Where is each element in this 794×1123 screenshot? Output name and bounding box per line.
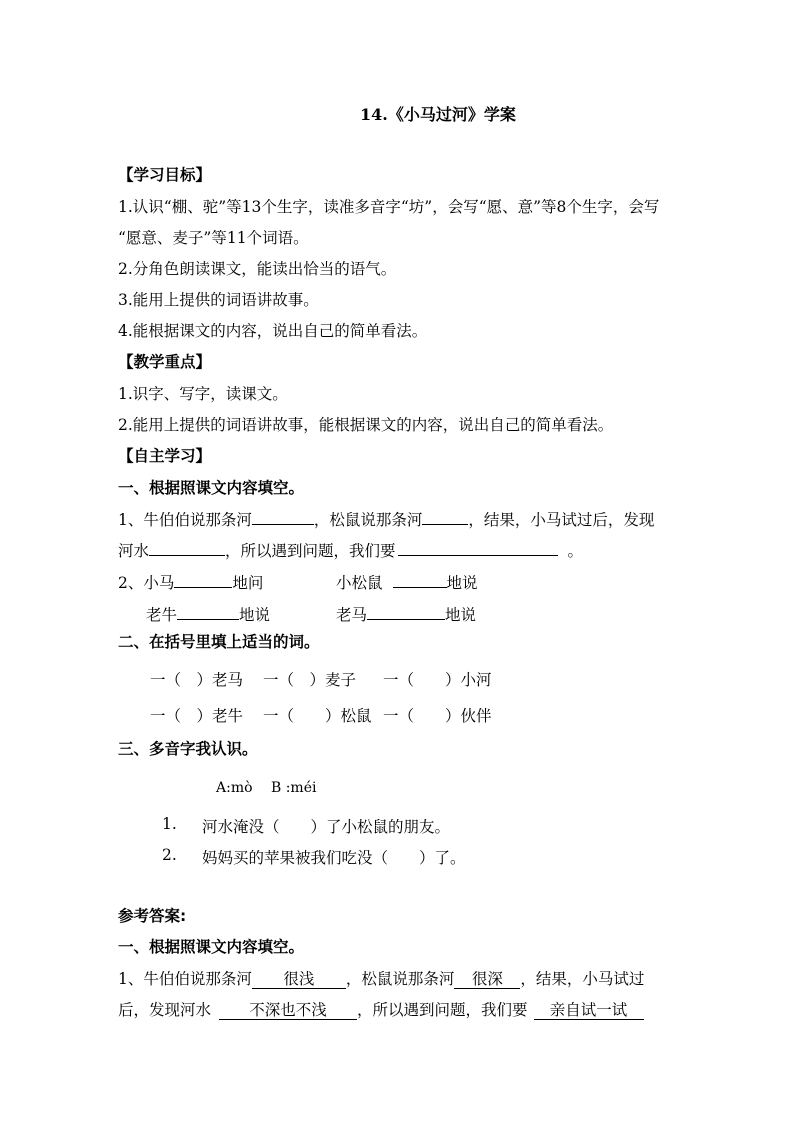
q1-r2-text-a: 老牛	[146, 606, 178, 624]
q2-item: 一（ ）老牛	[150, 707, 244, 725]
q1-line-2	[118, 540, 583, 561]
answers-heading: 参考答案:	[118, 907, 187, 925]
q2-item: 一（ ）麦子	[263, 671, 357, 689]
q3-options: A:mò B :méi	[216, 780, 317, 796]
answer-l1-text-a: 1、牛伯伯说那条河	[118, 970, 252, 988]
q1-r2-text-c: 老马	[336, 606, 368, 624]
q3-item-2-number: 2.	[162, 846, 177, 864]
q1-row-2-left	[146, 603, 270, 625]
q3-item-1-text: 河水淹没（ ）了小松鼠的朋友。	[202, 818, 451, 836]
q3-item-2-text: 妈妈买的苹果被我们吃没（ ）了。	[202, 849, 466, 867]
blank-field[interactable]	[422, 509, 468, 525]
answers-q1-heading: 一、根据照课文内容填空。	[118, 938, 305, 956]
q1-l1-text-b: ，松鼠说那条河	[313, 511, 423, 529]
q2-item: 一（ ）松鼠	[263, 707, 372, 725]
q2-item: 一（ ）小河	[383, 671, 492, 689]
answer-blank-2: 很深	[454, 970, 520, 989]
answer-line-1	[118, 969, 644, 989]
goal-3: 3.能用上提供的词语讲故事。	[118, 291, 319, 309]
q1-l2-text-c: 。	[567, 542, 584, 560]
q1-r1-text-c: 小松鼠	[336, 574, 383, 592]
answer-l1-text-c: ，结果，小马试过	[520, 970, 645, 988]
q1-r1-text-b: 地问	[232, 574, 264, 592]
blank-field[interactable]	[174, 572, 232, 588]
blank-field[interactable]	[149, 540, 225, 556]
blank-field[interactable]	[393, 572, 447, 588]
q1-r2-text-b: 地说	[239, 606, 271, 624]
q2-item: 一（ ）老马	[150, 671, 244, 689]
q2-heading: 二、在括号里填上适当的词。	[118, 633, 320, 651]
q1-r1-text-d: 地说	[446, 574, 478, 592]
q1-row-1-right	[336, 571, 478, 593]
blank-field[interactable]	[252, 509, 314, 525]
blank-field[interactable]	[398, 540, 558, 556]
focus-heading: 【教学重点】	[118, 353, 212, 371]
q3-heading: 三、多音字我认识。	[118, 740, 258, 758]
q1-l1-text-c: ，结果，小马试过后，发现	[468, 511, 655, 529]
goal-1-line-2: “愿意、麦子”等11个词语。	[118, 229, 309, 247]
q1-r2-text-d: 地说	[445, 606, 477, 624]
blank-field[interactable]	[367, 604, 445, 620]
q1-r1-text-a: 2、小马	[118, 574, 175, 592]
goal-1-line-1: 1.认识“棚、驼”等13个生字，读准多音字“坊”，会写“愿、意”等8个生字，会写	[118, 198, 660, 216]
answer-blank-3: 不深也不浅	[219, 1001, 357, 1020]
goal-2: 2.分角色朗读课文，能读出恰当的语气。	[118, 260, 397, 278]
q1-heading: 一、根据照课文内容填空。	[118, 479, 305, 497]
focus-2: 2.能用上提供的词语讲故事，能根据课文的内容，说出自己的简单看法。	[118, 416, 614, 434]
q1-l2-text-b: ，所以遇到问题，我们要	[225, 542, 396, 560]
q3-item-1-number: 1.	[162, 815, 177, 833]
page-title: 14.《小马过河》学案	[360, 105, 516, 124]
answer-l2-text-b: ，所以遇到问题，我们要	[357, 1001, 528, 1019]
focus-1: 1.识字、写字，读课文。	[118, 385, 288, 403]
q1-l2-text-a: 河水	[118, 542, 150, 560]
self-study-heading: 【自主学习】	[118, 447, 212, 465]
q1-row-2-right	[336, 603, 476, 625]
answer-line-2	[118, 1000, 644, 1020]
q1-line-1	[118, 509, 654, 530]
goal-4: 4.能根据课文的内容，说出自己的简单看法。	[118, 322, 428, 340]
answer-l2-text-a: 后，发现河水	[118, 1001, 212, 1019]
q2-item: 一（ ）伙伴	[383, 707, 492, 725]
answer-blank-1: 很浅	[252, 970, 346, 989]
q1-row-1-left	[118, 571, 263, 593]
q1-l1-text-a: 1、牛伯伯说那条河	[118, 511, 252, 529]
blank-field[interactable]	[177, 604, 239, 620]
goals-heading: 【学习目标】	[118, 166, 212, 184]
answer-l1-text-b: ，松鼠说那条河	[345, 970, 455, 988]
answer-blank-4: 亲自试一试	[534, 1001, 644, 1020]
